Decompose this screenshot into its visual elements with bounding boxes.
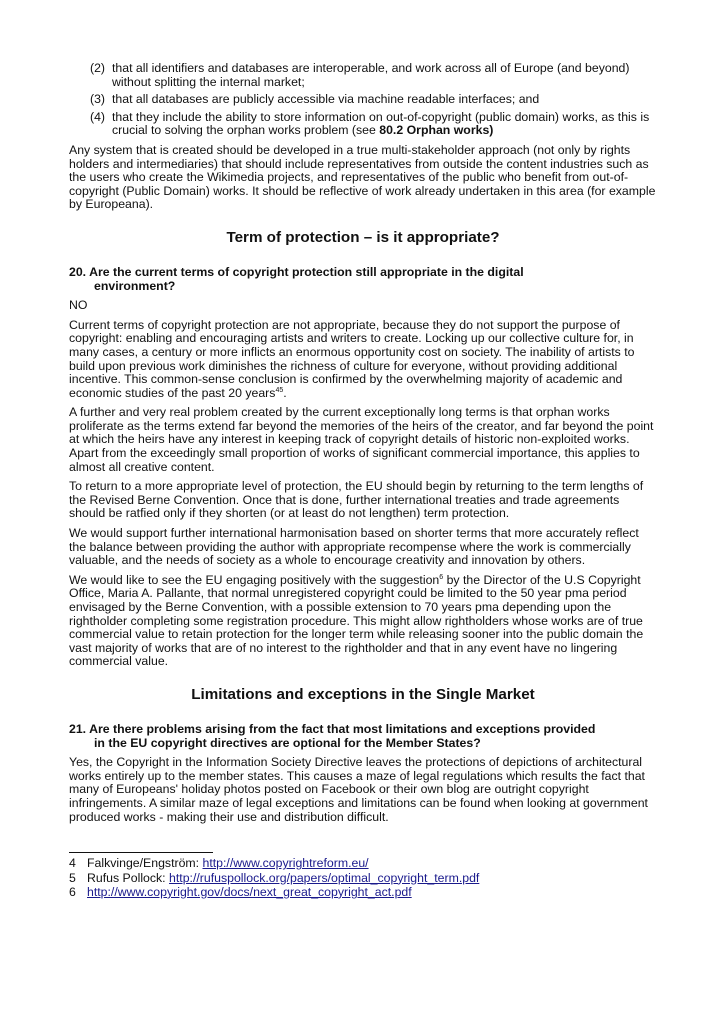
answer-no: NO [69,298,88,313]
footnote-number: 5 [69,870,76,885]
footnote-link[interactable]: http://rufuspollock.org/papers/optimal_copyright_term.pdf [169,870,480,885]
footnote-label: Rufus Pollock: [87,870,170,885]
list-item [69,62,657,89]
question-number: 20. [69,264,87,279]
list-item-number: (3) [90,92,106,107]
footnote-ref: 6 [439,573,444,581]
question-text-line2: environment? [94,278,176,293]
footnote-label: Falkvinge/Engström: [87,856,203,871]
list-item-text: that all identifiers and databases are interoperable, and work across all of Europe (and beyond) without splitting the internal market; [112,61,630,89]
section-heading-term: Term of protection – is it appropriate? [226,228,500,246]
paragraph-term-1 [69,319,657,401]
question-20 [69,266,657,293]
orphan-works-reference: 80.2 Orphan works) [379,123,494,138]
question-text-line1: Are the current terms of copyright protection still appropriate in the digital [89,264,524,279]
question-text-line2: in the EU copyright directives are optional for the Member States? [94,735,481,750]
paragraph-limitations-1: Yes, the Copyright in the Information Society Directive leaves the protections of depictions of architectural works entirely up to the member states. This causes a maze of legal regulations which results the fact that many of Europeans' holiday photos posted on Facebook or their own blog are outright copyright infringements. A similar maze of legal exceptions and limitations can be found when looking at government produced works - making their use and distribution difficult. [69,755,648,824]
list-item-number: (4) [90,109,106,124]
question-number: 21. [69,721,87,736]
footnote-number: 6 [69,884,76,899]
footnote-link[interactable]: http://www.copyrightreform.eu/ [202,856,369,871]
footnote-5 [69,871,657,885]
paragraph-end: . [283,385,287,400]
section-heading-limitations: Limitations and exceptions in the Single Market [191,685,535,703]
footnote-link[interactable]: http://www.copyright.gov/docs/next_great_copyright_act.pdf [87,884,412,899]
list-item-number: (2) [90,61,106,75]
paragraph-term-3: To return to a more appropriate level of protection, the EU should begin by returning to the term lengths of the Revised Berne Convention. Once that is done, further international treaties and trade agreements should be ratfied only if they shorten (or at least do not lengthen) term protection. [69,479,644,521]
footnote-number: 4 [69,856,76,871]
list-item [69,93,657,107]
paragraph-term-4: We would support further international harmonisation based on shorter terms that more accurately reflect the balance between providing the author with appropriate recompense where the work is commercially valuable, and the needs of society as a whole to encourage creativity and innovation by others. [69,526,639,568]
list-item [69,111,657,138]
question-21 [69,723,657,750]
requirements-list [69,62,657,138]
paragraph-term-2: A further and very real problem created by the current exceptionally long terms is that orphan works proliferate as the terms extend far beyond the memories of the heirs of the creator, and far beyond the point at which the heirs have any interest in keeping track of copyright details of historic non-exploited works. Apart from the exceedingly small proportion of works of significant commercial importance, this applies to almost all creative content. [69,405,654,474]
paragraph-system: Any system that is created should be developed in a true multi-stakeholder approach (not only by rights holders and intermediaries) that should include representatives from outside the content industries such as the users who create the Wikimedia projects, and representatives of the public who benefit from out-of-copyright (Public Domain) works. It should be reflective of work already undertaken in this area (for example by Europeana). [69,142,656,212]
question-text-line1: Are there problems arising from the fact that most limitations and exceptions provided [89,721,596,736]
document-page [69,62,657,899]
footnote-ref: 45 [275,386,284,394]
list-item-text: that all databases are publicly accessible via machine readable interfaces; and [112,92,540,107]
paragraph-term-5 [69,574,657,669]
paragraph-text: by the Director of the U.S Copyright Office, Maria A. Pallante, that normal unregistered copyright could be limited to the 50 year pma period envisaged by the Berne Convention, with a possible extension to 70 years pma depending upon the rightholder completing some registration procedure. This might allow rightholders whose works are of true commercial value to retain protection for the longer term while releasing sooner into the public domain the vast majority of works that are of no interest to the rightholder and that in any event have no lingering commercial value. [69,572,644,669]
footnote-6 [69,885,657,899]
paragraph-text: We would like to see the EU engaging positively with the suggestion [69,572,440,587]
footnote-divider [69,852,213,853]
paragraph-text: Current terms of copyright protection are not appropriate, because they do not support the purpose of copyright: enabling and encouraging artists and writers to create. Locking up our collective culture for, in many cases, a century or more inflicts an enormous opportunity cost on society. The inability of artists to build upon previous work diminishes the richness of culture for everyone, without providing additional incentive. This common-sense conclusion is confirmed by the overwhelming majority of academic and economic studies of the past 20 years [69,317,635,400]
footnote-4 [69,856,657,870]
list-item-text: that they include the ability to store information on out-of-copyright (public domain) works, as this is crucial to solving the orphan works problem (see [112,109,650,138]
